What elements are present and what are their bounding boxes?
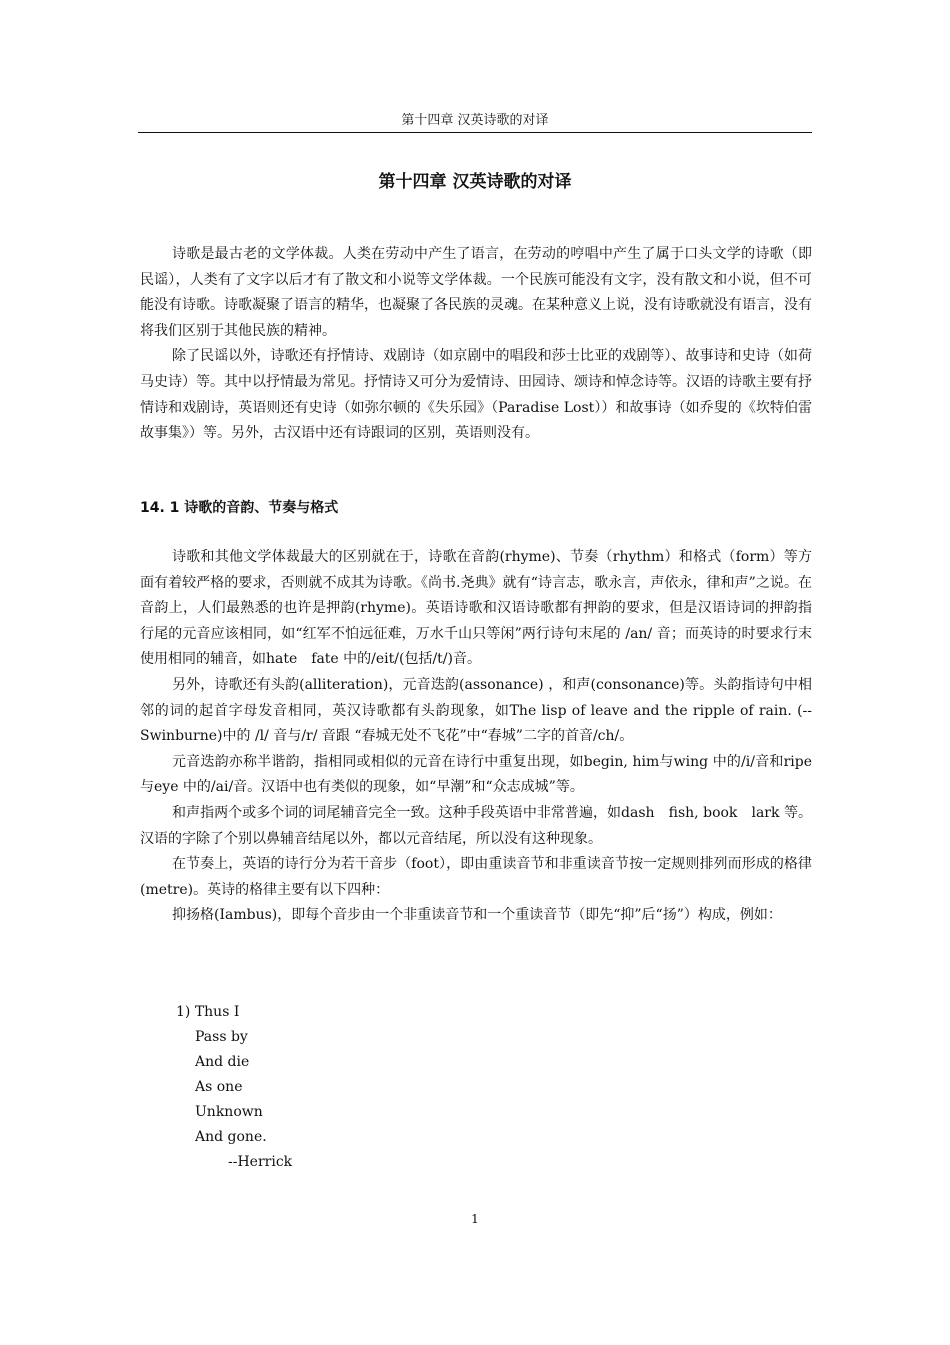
intro-text <box>140 242 812 447</box>
poem-line: Unknown <box>195 1104 263 1120</box>
poem-example <box>176 1000 292 1175</box>
paragraph: 除了民谣以外，诗歌还有抒情诗、戏剧诗（如京剧中的唱段和莎士比亚的戏剧等）、故事诗和史诗（如荷马史诗）等。其中以抒情最为常见。抒情诗又可分为爱情诗、田园诗、颂诗和悼念诗等。汉语的诗歌主要有抒情诗和戏剧诗，英语则还有史诗（如弥尔顿的《失乐园》（Paradise Lost））和故事诗（如乔叟的《坎特伯雷故事集》）等。另外，古汉语中还有诗跟词的区别，英语则没有。 <box>140 348 812 442</box>
paragraph: 元音迭韵亦称半谐韵，指相同或相似的元音在诗行中重复出现，如begin, him与wing 中的/i/音和ripe 与eye 中的/ai/音。汉语中也有类似的现象，如“早潮”和“众志成城”等。 <box>140 753 812 796</box>
poem-attribution: --Herrick <box>228 1154 293 1170</box>
paragraph: 诗歌是最古老的文学体裁。人类在劳动中产生了语言，在劳动的哼唱中产生了属于口头文学的诗歌（即民谣），人类有了文字以后才有了散文和小说等文学体裁。一个民族可能没有文字，没有散文和小说，但不可能没有诗歌。诗歌凝聚了语言的精华，也凝聚了各民族的灵魂。在某种意义上说，没有诗歌就没有语言，没有将我们区别于其他民族的精神。 <box>140 246 812 339</box>
paragraph: 抑扬格(Iambus)，即每个音步由一个非重读音节和一个重读音节（即先“抑”后“扬”）构成，例如： <box>172 907 782 924</box>
header-rule <box>138 132 812 133</box>
chapter-title: 第十四章 汉英诗歌的对译 <box>378 172 572 192</box>
poem-line: As one <box>195 1079 243 1095</box>
section-text <box>140 545 812 929</box>
paragraph: 和声指两个或多个词的词尾辅音完全一致。这种手段英语中非常普遍，如dash fish, book lark 等。汉语的字除了个别以鼻辅音结尾以外，都以元音结尾，所以没有这种现象。 <box>140 804 812 847</box>
paragraph: 诗歌和其他文学体裁最大的区别就在于，诗歌在音韵(rhyme)、节奏（rhythm）和格式（form）等方面有着较严格的要求，否则就不成其为诗歌。《尚书.尧典》就有“诗言志，歌永言，声依永，律和声”之说。在音韵上，人们最熟悉的也许是押韵(rhyme)。英语诗歌和汉语诗歌都有押韵的要求，但是汉语诗词的押韵指行尾的元音应该相同，如“红军不怕远征难，万水千山只等闲”两行诗句末尾的 /an/ 音；而英诗的时要求行末使用相同的辅音，如hate fate 中的/eit/(包括/t/)音。 <box>140 549 812 668</box>
page-number: 1 <box>471 1212 479 1226</box>
poem-line: Pass by <box>195 1029 248 1045</box>
poem-line: 1) Thus I <box>176 1004 240 1020</box>
running-header: 第十四章 汉英诗歌的对译 <box>401 113 549 128</box>
paragraph: 另外，诗歌还有头韵(alliteration)，元音迭韵(assonance) ，和声(consonance)等。头韵指诗句中相邻的词的起首字母发音相同，英汉诗歌都有头韵现象，如The lisp of leave and the ripple of rain. (--Swinburne)中的 /l/ 音与/r/ 音跟 “春城无处不飞花”中“春城”二字的首音/ch/。 <box>140 676 812 745</box>
paragraph: 在节奏上，英语的诗行分为若干音步（foot），即由重读音节和非重读音节按一定规则排列而形成的格律(metre)。英诗的格律主要有以下四种： <box>140 856 812 898</box>
poem-line: And die <box>195 1054 250 1070</box>
poem-line: And gone. <box>195 1129 267 1145</box>
section-heading: 14. 1 诗歌的音韵、节奏与格式 <box>140 500 339 516</box>
